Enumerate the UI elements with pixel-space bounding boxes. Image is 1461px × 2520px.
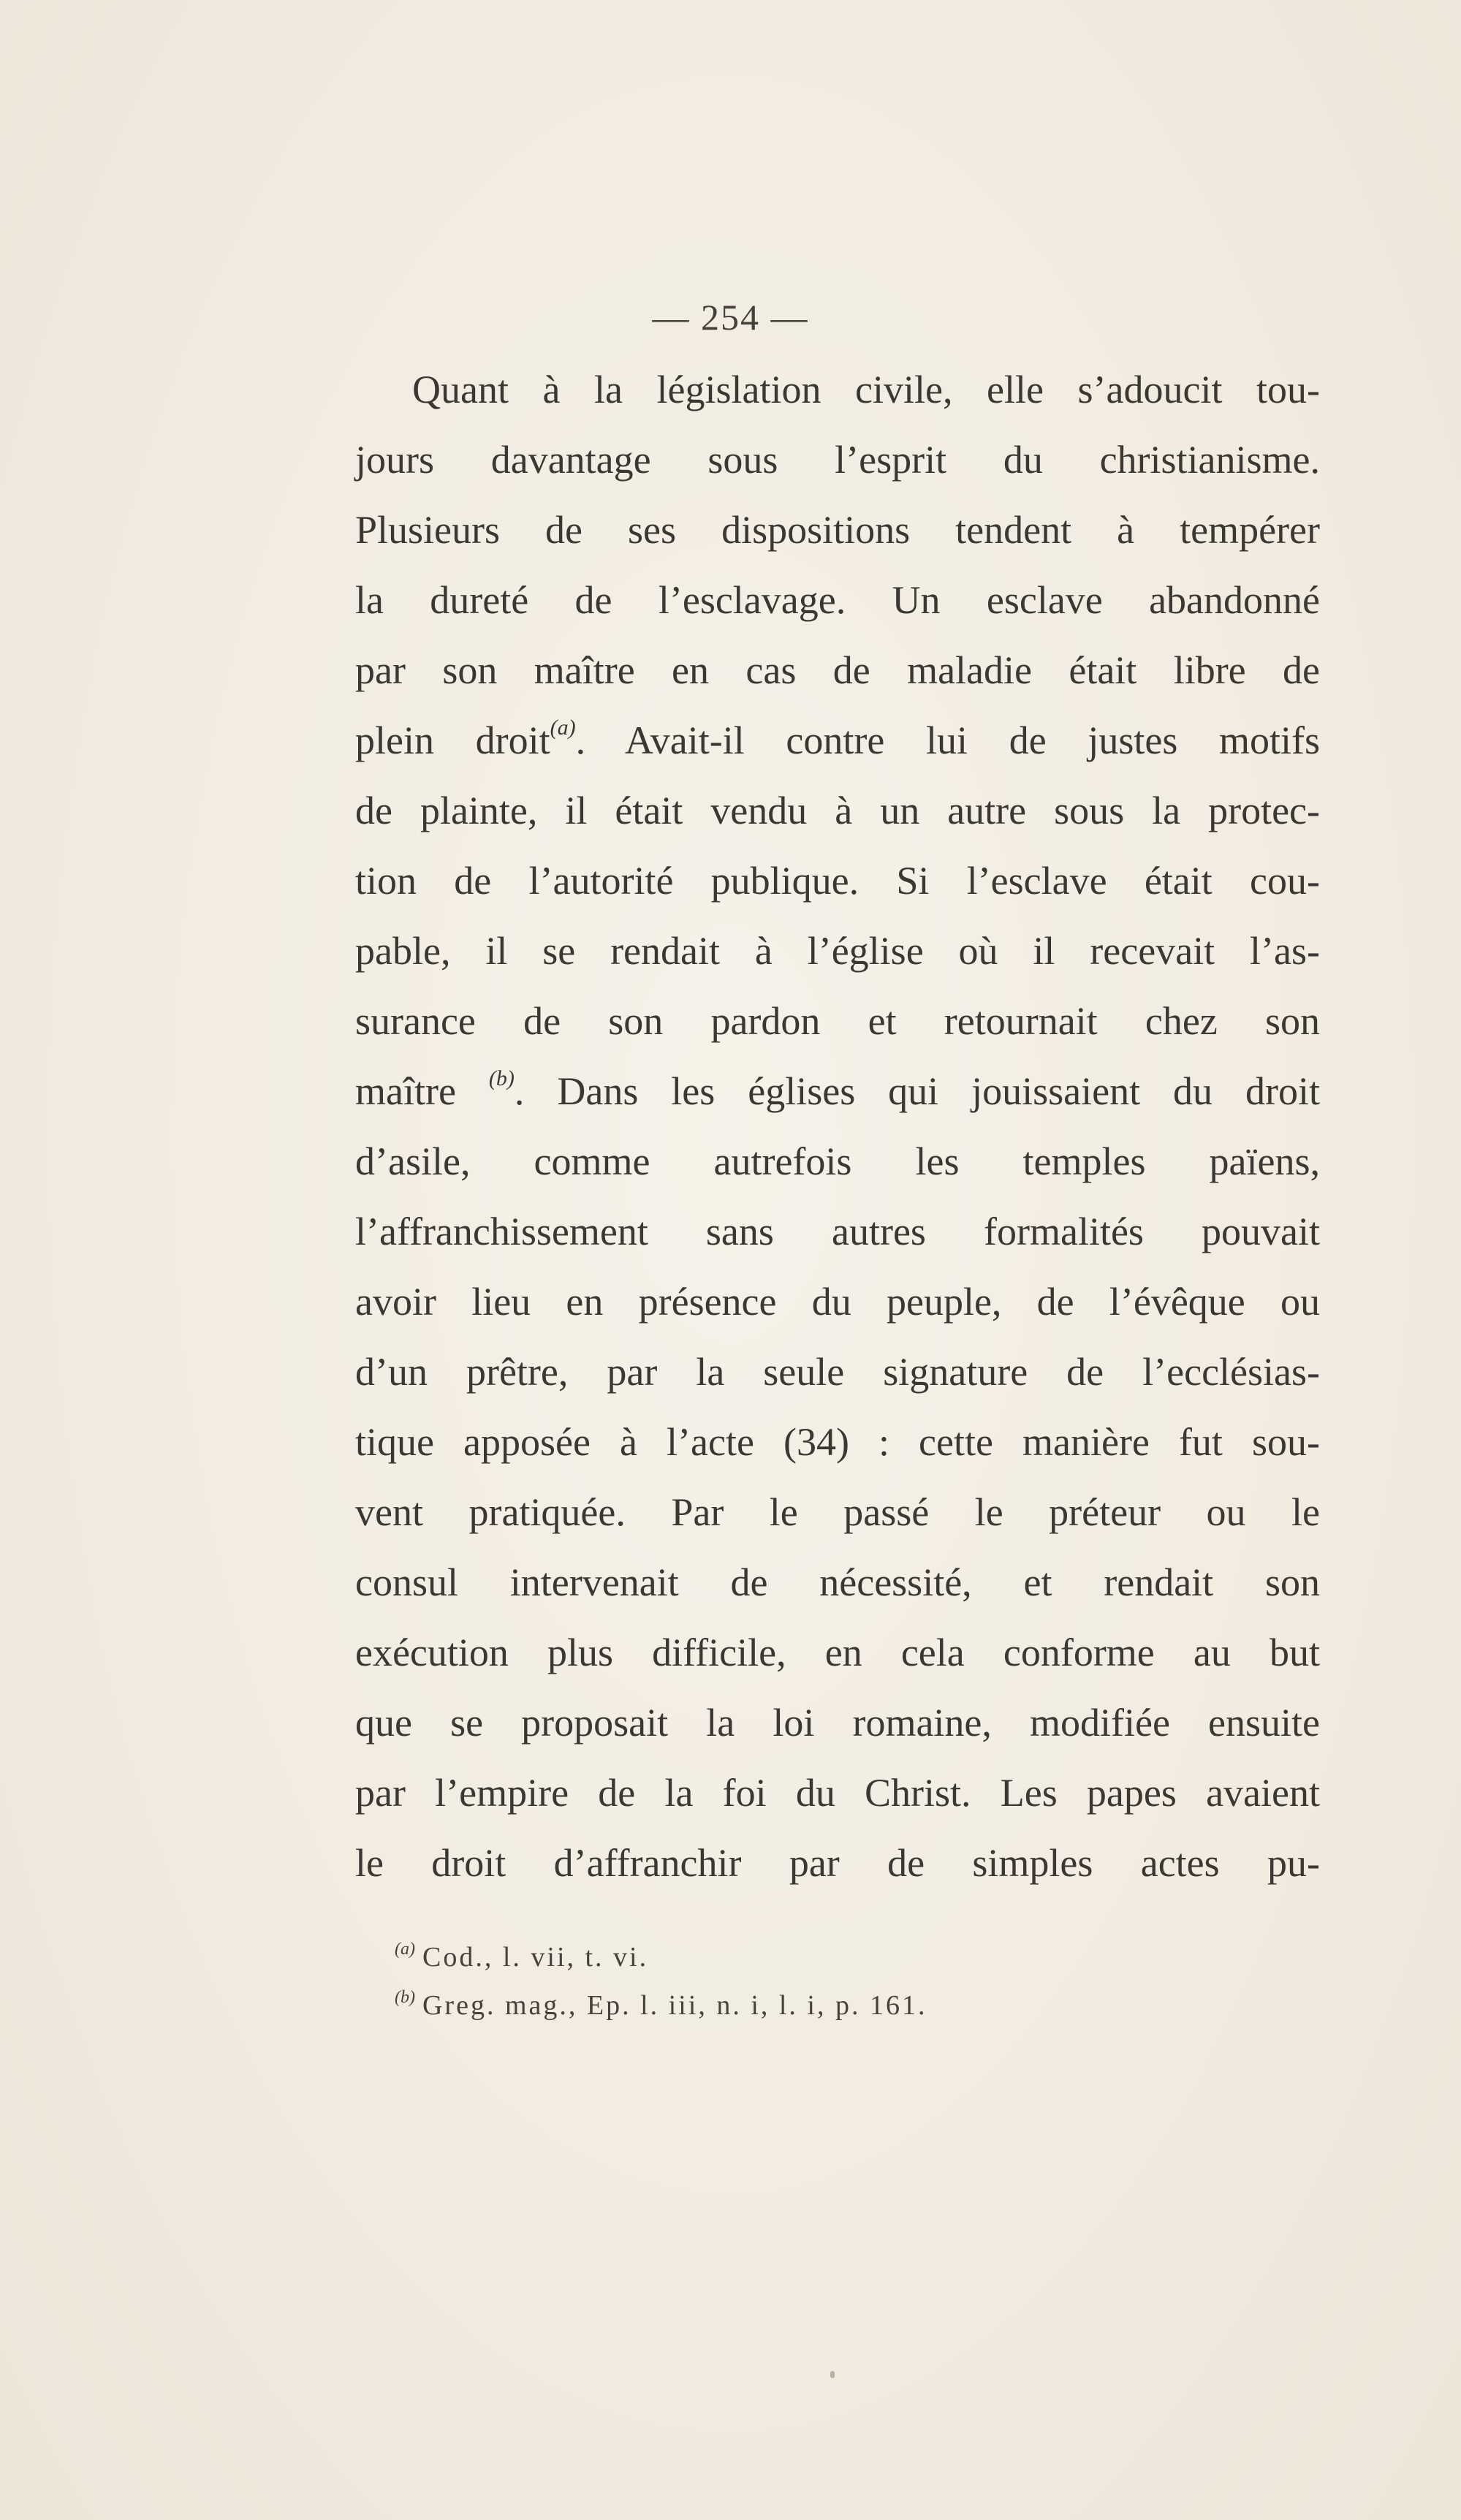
text-line: tique apposée à l’acte (34) : cette manière fut sou- xyxy=(355,1420,1320,1464)
text-segment: . Dans les églises qui jouissaient du droit xyxy=(514,1069,1321,1113)
text-line: jours davantage sous l’esprit du christianisme. xyxy=(355,438,1320,482)
text-segment: . Avait-il contre lui de justes motifs xyxy=(575,718,1321,762)
text-line: par son maître en cas de maladie était libre de xyxy=(355,648,1320,692)
text-line: par l’empire de la foi du Christ. Les papes avaient xyxy=(355,1771,1320,1815)
text-line: Plusieurs de ses dispositions tendent à tempérer xyxy=(355,508,1320,552)
footnote-text: Greg. mag., Ep. l. iii, n. i, l. i, p. 161. xyxy=(422,1990,927,2021)
text-line: l’affranchissement sans autres formalités pouvait xyxy=(355,1210,1320,1253)
text-line: que se proposait la loi romaine, modifiée ensuite xyxy=(355,1701,1320,1745)
paper-speck xyxy=(830,2371,835,2378)
footnote-b xyxy=(395,1981,1272,2030)
text-line: pable, il se rendait à l’église où il recevait l’as- xyxy=(355,929,1320,973)
footnote-mark: (b) xyxy=(395,1988,415,2007)
text-line: de plainte, il était vendu à un autre sous la protec- xyxy=(355,789,1320,832)
text-line: surance de son pardon et retournait chez son xyxy=(355,999,1320,1043)
footnotes xyxy=(395,1933,1272,2030)
text-line: la dureté de l’esclavage. Un esclave abandonné xyxy=(355,578,1320,622)
page-number: — 254 — xyxy=(652,297,809,338)
footnote-ref-a[interactable]: (a) xyxy=(550,716,576,740)
text-line: avoir lieu en présence du peuple, de l’évêque ou xyxy=(355,1280,1320,1324)
text-line: exécution plus difficile, en cela conforme au but xyxy=(355,1631,1320,1674)
text-line: tion de l’autorité publique. Si l’esclave était cou- xyxy=(355,859,1320,903)
text-line: le droit d’affranchir par de simples actes pu- xyxy=(355,1841,1320,1885)
text-line: consul intervenait de nécessité, et rendait son xyxy=(355,1560,1320,1604)
text-line: d’un prêtre, par la seule signature de l’ecclésias- xyxy=(355,1350,1320,1394)
footnote-ref-b[interactable]: (b) xyxy=(488,1066,515,1090)
footnote-a xyxy=(395,1933,1272,1981)
text-line-with-footnote-a xyxy=(355,705,1320,775)
text-line: Quant à la législation civile, elle s’adoucit tou- xyxy=(412,368,1320,411)
text-segment: plein droit xyxy=(355,718,550,762)
text-line: vent pratiquée. Par le passé le préteur ou le xyxy=(355,1490,1320,1534)
text-line-with-footnote-b xyxy=(355,1056,1320,1126)
text-segment: maître xyxy=(355,1069,456,1113)
footnote-text: Cod., l. vii, t. vi. xyxy=(422,1942,649,1973)
text-line: d’asile, comme autrefois les temples païens, xyxy=(355,1139,1320,1183)
body-paragraph xyxy=(355,354,1320,1898)
footnote-mark: (a) xyxy=(395,1940,415,1959)
